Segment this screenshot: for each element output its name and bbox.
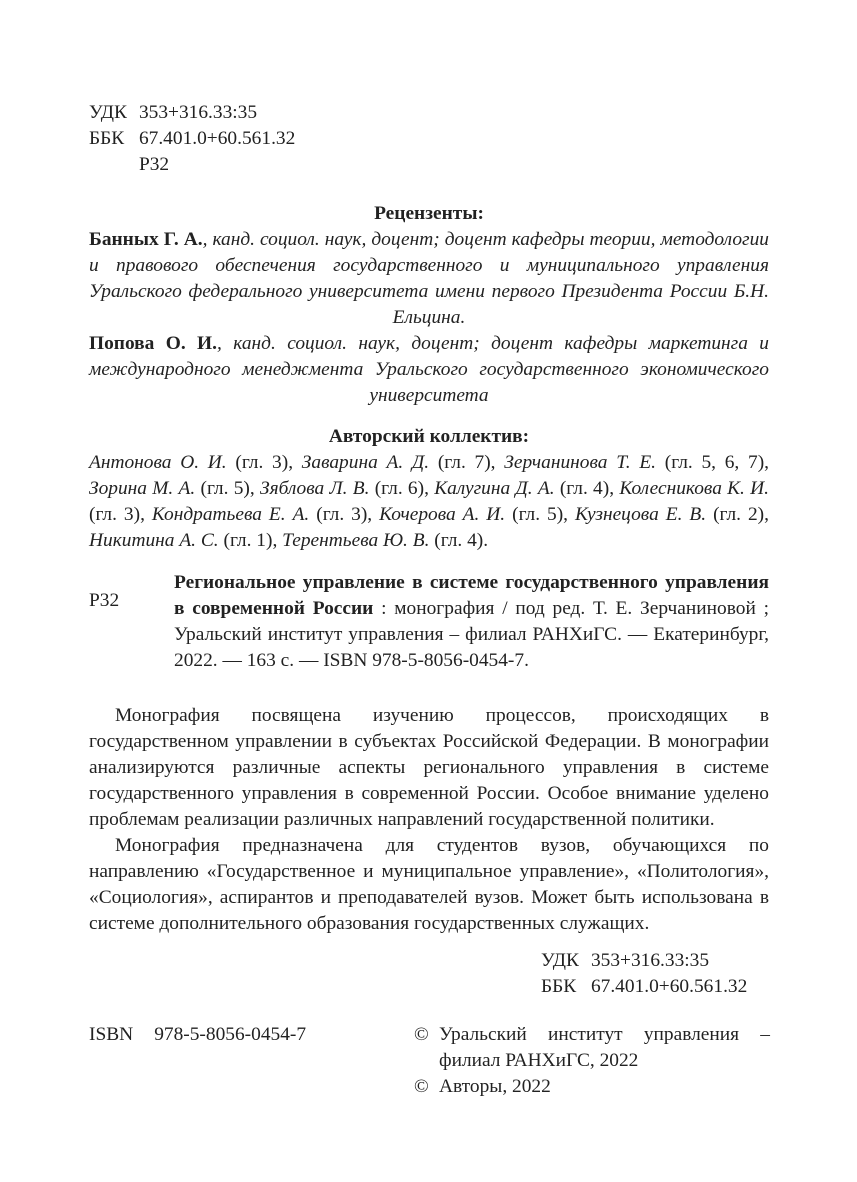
author-chapters: (гл. 3), <box>89 504 152 525</box>
reviewer-1 <box>89 227 769 331</box>
book-title: Региональное управление в системе государственного управления в современной России <box>174 572 769 619</box>
author-chapters: (гл. 7), <box>429 452 505 473</box>
reviewer-1-description: , канд. социол. наук, доцент; доцент кафедры теории, методологии и правового обеспечения государственного и муниципального управления Уральского федерального университета имени первого Президента России Б.Н. Ельцина. <box>89 229 769 328</box>
author-chapters: (гл. 4). <box>429 530 489 551</box>
author-chapters: (гл. 1), <box>218 530 283 551</box>
reviewer-2-name: Попова О. И. <box>89 333 217 354</box>
author-chapters: (гл. 5), <box>195 478 260 499</box>
author-chapters: (гл. 6), <box>369 478 435 499</box>
isbn-value: 978-5-8056-0454-7 <box>154 1024 307 1045</box>
bbk-label: ББК <box>89 128 125 149</box>
bibliographic-mark: Р32 <box>89 590 120 611</box>
author-name: Антонова О. И. <box>89 452 227 473</box>
copyright-holder: Уральский институт управления – филиал РАНХиГС, 2022 <box>439 1024 770 1071</box>
author-name: Калугина Д. А. <box>434 478 555 499</box>
author-name: Колесникова К. И. <box>619 478 770 499</box>
copyright-symbol: © <box>414 1076 429 1097</box>
annotation-paragraph: Монография посвящена изучению процессов, происходящих в государственном управлении в субъектах Российской Федерации. В монографии анализируются различные аспекты регионального управления в системе государственного управления в современной России. Особое внимание уделено проблемам реализации различных направлений государственной политики. <box>89 705 769 830</box>
copyright-block <box>414 1022 770 1100</box>
author-name: Кочерова А. И. <box>379 504 506 525</box>
author-name: Зяблова Л. В. <box>259 478 370 499</box>
copyright-entry <box>414 1022 770 1074</box>
copyright-symbol: © <box>414 1024 429 1045</box>
authors-list <box>89 450 769 554</box>
bibliographic-details: : монография / под ред. Т. Е. Зерчаниновой ; Уральский институт управления – филиал РАНХиГС. — Екатеринбург, 2022. — 163 с. — ISBN 978-5-8056-0454-7. <box>174 598 769 671</box>
author-name: Никитина А. С. <box>89 530 219 551</box>
author-name: Терентьева Ю. В. <box>282 530 430 551</box>
author-name: Зорина М. А. <box>89 478 196 499</box>
udk-label: УДК <box>541 950 579 971</box>
bbk-value: 67.401.0+60.561.32 <box>138 128 296 149</box>
bibliographic-record <box>174 570 769 674</box>
udk-value: 353+316.33:35 <box>590 950 710 971</box>
udk-label: УДК <box>89 102 127 123</box>
reviewers-heading: Рецензенты: <box>374 203 484 224</box>
annotation <box>89 703 769 937</box>
reviewer-1-name: Банных Г. А. <box>89 229 203 250</box>
author-chapters: (гл. 3), <box>226 452 302 473</box>
author-name: Зерчанинова Т. Е. <box>504 452 657 473</box>
isbn-label: ISBN <box>89 1024 134 1045</box>
author-chapters: (гл. 4), <box>554 478 620 499</box>
bbk-value: 67.401.0+60.561.32 <box>590 976 748 997</box>
author-chapters: (гл. 5, 6, 7), <box>656 452 770 473</box>
authors-heading: Авторский коллектив: <box>328 426 530 447</box>
author-chapters: (гл. 2), <box>706 504 769 525</box>
author-mark: Р32 <box>138 154 170 175</box>
reviewer-2-description: , канд. социол. наук, доцент; доцент кафедры маркетинга и международного менеджмента Уральского государственного экономического университета <box>89 333 769 406</box>
author-name: Заварина А. Д. <box>301 452 430 473</box>
author-chapters: (гл. 3), <box>309 504 380 525</box>
isbn <box>89 1022 306 1048</box>
author-name: Кондратьева Е. А. <box>151 504 310 525</box>
author-name: Кузнецова Е. В. <box>575 504 707 525</box>
reviewer-2 <box>89 331 769 409</box>
annotation-paragraph: Монография предназначена для студентов вузов, обучающихся по направлению «Государственное и муниципальное управление», «Политология», «Социология», аспирантов и преподавателей вузов. Может быть использована в системе дополнительного образования государственных служащих. <box>89 835 769 934</box>
udk-value: 353+316.33:35 <box>138 102 258 123</box>
bottom-classification <box>541 948 747 1000</box>
top-classification <box>89 100 295 178</box>
copyright-holder: Авторы, 2022 <box>439 1076 551 1097</box>
copyright-entry <box>414 1074 770 1100</box>
bbk-label: ББК <box>541 976 577 997</box>
author-chapters: (гл. 5), <box>505 504 575 525</box>
